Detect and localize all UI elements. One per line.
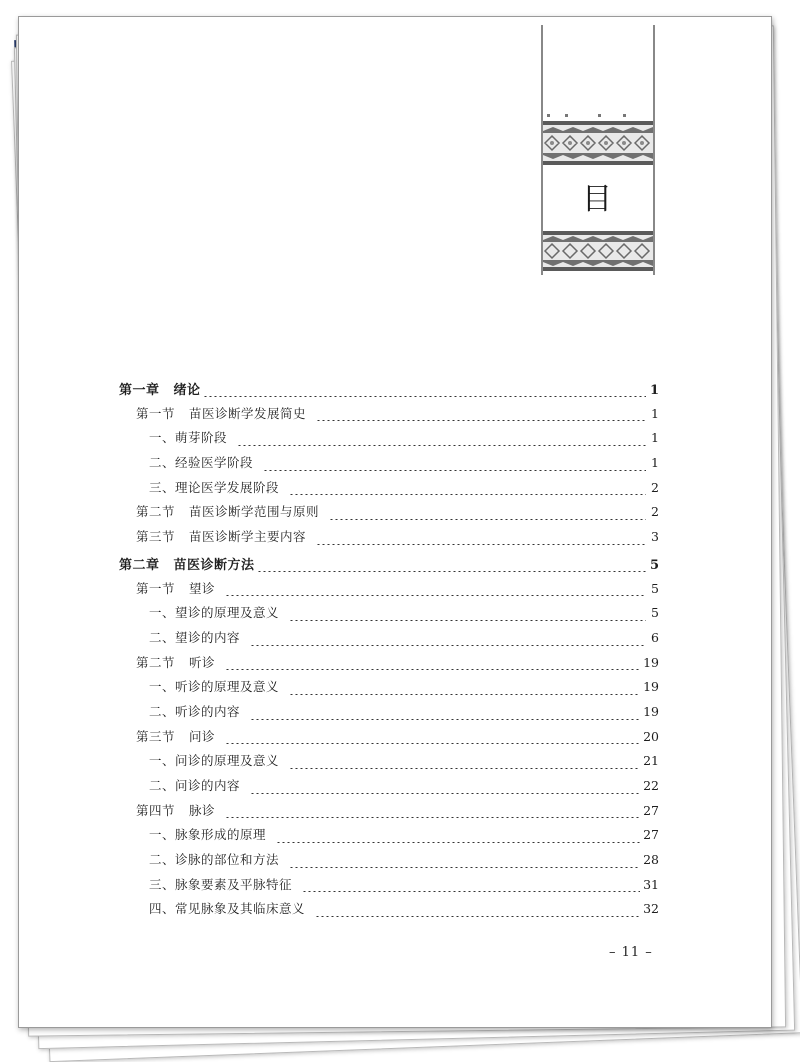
toc-page-number: 5 (651, 605, 659, 621)
document-page (18, 16, 772, 1028)
toc-entry-label: 第三节 苗医诊断学主要内容 (136, 529, 307, 545)
toc-entry-label: 二、问诊的内容 (149, 778, 241, 793)
dot-leader (250, 645, 646, 646)
toc-page-number: 3 (651, 529, 659, 545)
toc-entry-item[interactable] (119, 428, 659, 453)
toc-entry-label: 一、问诊的原理及意义 (149, 753, 280, 769)
toc-title: 目 (582, 182, 626, 217)
toc-entry-section[interactable] (119, 801, 659, 826)
toc-page-number: 32 (643, 901, 659, 917)
toc-entry-label: 二、诊脉的部位和方法 (149, 852, 280, 868)
toc-entry-section[interactable] (119, 727, 659, 752)
toc-entry-item[interactable] (119, 751, 659, 776)
toc-entry-item[interactable] (119, 702, 659, 727)
toc-entry-label: 二、望诊的内容 (149, 629, 241, 645)
toc-page-number: 19 (643, 679, 659, 695)
toc-entry-label: 第一章 绪论 (119, 383, 201, 398)
dot-leader (276, 842, 640, 843)
toc-page-number: 1 (649, 383, 659, 398)
toc-page-number: 1 (651, 430, 659, 446)
page-number: – 11 – (609, 945, 653, 960)
toc-entry-item[interactable] (119, 677, 659, 702)
dot-leader (289, 867, 640, 868)
toc-entry-label: 第一节 苗医诊断学发展简史 (136, 405, 307, 421)
toc-entry-label: 第二节 听诊 (136, 654, 216, 670)
toc-page-number: 2 (651, 479, 659, 495)
dot-leader (225, 817, 640, 818)
toc-entry-item[interactable] (119, 899, 659, 924)
toc-entry-label: 第二节 苗医诊断学范围与原则 (136, 504, 320, 520)
toc-page-number: 19 (643, 654, 659, 670)
toc-entry-label: 二、经验医学阶段 (149, 455, 254, 471)
toc-entry-label: 一、听诊的原理及意义 (149, 679, 280, 695)
toc-entry-label: 一、望诊的原理及意义 (149, 605, 280, 621)
toc-entry-chapter-1[interactable] (119, 379, 659, 404)
toc-page-number: 27 (643, 802, 659, 818)
toc-page-number: 28 (643, 852, 659, 868)
ornament-dots-icon (543, 113, 653, 119)
toc-entry-item[interactable] (119, 478, 659, 503)
dot-leader (250, 719, 640, 720)
toc-page-number: 20 (643, 728, 659, 744)
toc-entry-item[interactable] (119, 453, 659, 478)
table-of-contents (119, 379, 659, 924)
toc-entry-item[interactable] (119, 825, 659, 850)
dot-leader (225, 595, 646, 596)
dot-leader (263, 470, 646, 471)
toc-entry-label: 三、理论医学发展阶段 (149, 479, 280, 495)
toc-entry-section[interactable] (119, 404, 659, 429)
dot-leader (316, 544, 646, 545)
dot-leader (302, 891, 640, 892)
toc-entry-item[interactable] (119, 603, 659, 628)
ornament-band-bottom-icon (543, 231, 653, 271)
toc-page-number: 27 (643, 827, 659, 843)
dot-leader (289, 768, 640, 769)
toc-entry-label: 第三节 问诊 (136, 728, 216, 744)
toc-entry-label: 四、常见脉象及其临床意义 (149, 901, 306, 917)
dot-leader (289, 694, 640, 695)
toc-entry-item[interactable] (119, 776, 659, 801)
toc-entry-label: 一、脉象形成的原理 (149, 827, 267, 843)
toc-page-number: 5 (649, 557, 659, 573)
dot-leader (250, 793, 640, 794)
toc-entry-label: 第一节 望诊 (136, 580, 216, 596)
dot-leader (316, 420, 646, 421)
dot-leader (225, 669, 640, 670)
toc-entry-label: 三、脉象要素及平脉特征 (149, 876, 293, 892)
dot-leader (289, 620, 646, 621)
toc-entry-label: 一、萌芽阶段 (149, 430, 228, 446)
toc-page-number: 19 (643, 703, 659, 719)
toc-page-number: 31 (643, 876, 659, 892)
dot-leader (289, 494, 646, 495)
dot-leader (329, 519, 646, 520)
dot-leader (237, 445, 646, 446)
toc-page-number: 5 (651, 580, 659, 596)
toc-entry-label: 第四节 脉诊 (136, 802, 216, 818)
toc-entry-section[interactable] (119, 527, 659, 552)
toc-entry-label: 二、听诊的内容 (149, 703, 241, 719)
toc-entry-label: 第二章 苗医诊断方法 (119, 557, 255, 573)
toc-page-number: 21 (643, 753, 659, 769)
toc-page-number: 22 (643, 778, 659, 793)
toc-entry-item[interactable] (119, 850, 659, 875)
toc-entry-item[interactable] (119, 875, 659, 900)
toc-entry-section[interactable] (119, 653, 659, 678)
ornament-band-top-icon (543, 121, 653, 165)
dot-leader (225, 743, 640, 744)
toc-page-number: 2 (651, 504, 659, 520)
toc-page-number: 1 (651, 455, 659, 471)
dot-leader (257, 571, 646, 572)
toc-entry-item[interactable] (119, 628, 659, 653)
toc-entry-section[interactable] (119, 502, 659, 527)
dot-leader (203, 396, 646, 397)
toc-entry-section[interactable] (119, 579, 659, 604)
toc-page-number: 6 (651, 629, 659, 645)
title-banner (541, 25, 655, 275)
toc-page-number: 1 (651, 405, 659, 421)
toc-entry-chapter-2[interactable] (119, 554, 659, 579)
dot-leader (315, 916, 640, 917)
